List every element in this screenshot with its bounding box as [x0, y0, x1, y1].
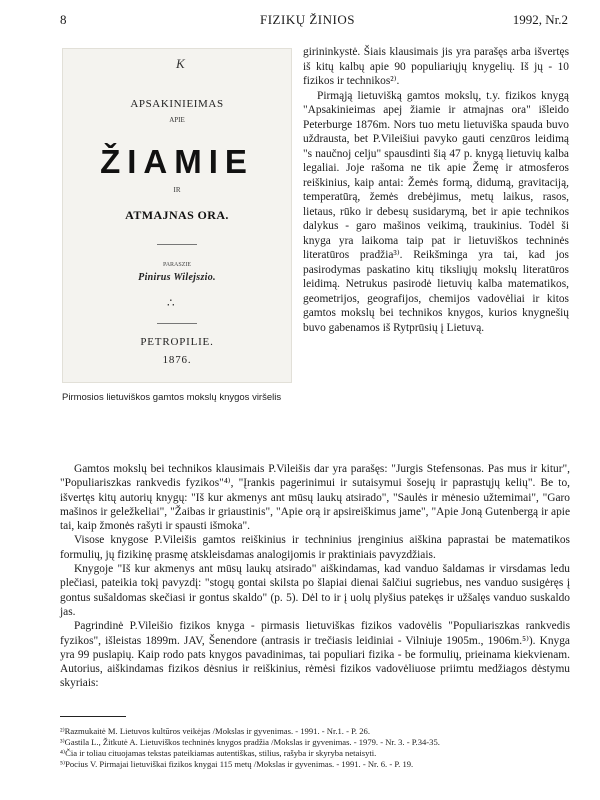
cover-title-line-1: APSAKINIEIMAS [130, 98, 224, 110]
paragraph: Pirmąją lietuvišką gamtos mokslų, t.y. fizikos knygą "Apsakinieimas apej žiamie ir atmajnas ora" išleido Peterburge 1876m. Nors tuo metu lietuviška spauda buvo uždrausta, bet P.Vileišiui pavyko gauti cenzūros leidimą "s naučnoj celju" spausdinti šią 47 p. knygą lietuvių kalba legaliai. Joje rašoma ne tik apie Žemę ir atmosferos reiškinius, kaip antai: Žemės formą, didumą, gravitaciją, temperatūrą, žemės drebėjimus, metų laikus, rasos, lietaus, rūko ir debesų susidarymą, bet ir apie technikos dalykus - garo mašinos veikimą, traukinius. Todėl ši knyga yra laikoma taip pat ir lietuviškos techninės literatūros pradžia³⁾. Reikšminga yra tai, kad jos pasirodymas paskatino kitų tiksliųjų mokslų literatūros leidimą. Netrukus pasirodė lietuvių kalba matematikos, geometrijos, geografijos, chemijos vadovėliai ir kitos gamtos mokslų bei technikos knygos, kurios knygnešių buvo gabenamos iš Rytprūsių į Lietuvą. [303, 89, 569, 334]
right-column-text [303, 45, 569, 335]
issue-number: 1992, Nr.2 [512, 12, 568, 27]
footnote: ⁵⁾Pocius V. Pirmajai lietuviškai fizikos knygai 115 metų /Mokslas ir gyvenimas. - 1991. - Nr. 6. - P. 19. [60, 759, 414, 769]
footnote: ³⁾Gastila L., Žitkutė A. Lietuviškos techninės knygos pradžia /Mokslas ir gyvenimas. - 1979. - Nr. 3. - P.34-35. [60, 737, 440, 747]
book-cover-image [62, 48, 292, 383]
paragraph: Knygoje "Iš kur akmenys ant mūsų laukų atsirado" aiškindamas, kad vanduo šaldamas ir virsdamas ledu plečiasi, pateikia tokį pavyzdį: "stogų gontai skilsta po šlapiai dienai šalčiui sugriebus, nes vanduo susigėręs į gontus sušaldomas skečiasi ir gontus skaldo" (p. 5). Dėl to ir į uolų plyšius patekęs ir užšalęs vanduo suskaldo jas. [60, 563, 570, 618]
footnotes [60, 726, 572, 770]
cover-place: PETROPILIE. [140, 336, 214, 348]
cover-author-name: Pinirus Wilejszio. [138, 272, 216, 283]
figure-caption: Pirmosios lietuviškos gamtos mokslų knygos viršelis [62, 392, 282, 403]
cover-rule [157, 244, 197, 245]
paragraph: Pagrindinė P.Vileišio fizikos knyga - pirmasis lietuviškas fizikos vadovėlis "Populiariszkas rankvedis fyzikos", išleistas 1899m. JAV, Šenendore (antrasis ir trečiasis leidiniai - Vilniuje 1905m., 1906m.⁵⁾). Knyga yra 99 puslapių. Kaip rodo pats knygos pavadinimas, tai populiari fizika - be formulių, prieinama kiekvienam. Autorius, aiškindamas fizikos dėsnius ir reiškinius, rėmėsi fizikos vadovėliuose priimtu medžiagos dėstymu skyriais: [60, 620, 570, 690]
paragraph: Gamtos mokslų bei technikos klausimais P.Vileišis dar yra parašęs: "Jurgis Stefensonas. Pas mus ir kitur", "Populiariszkas rankvedis fyzikos"⁴⁾, "Įrankis pagerinimui ir sutaisymui šosejų ir paprastųjų kelių". Be to, išvertęs kitų autorių knygų: "Iš kur akmenys ant mūsų laukų atsirado", "Saulės ir mėnesio užtemimai", "Garo mašinos ir geležkeliai", "Žaibas ir griaustinis", "Apie orą ir apsireiškimus jame", "Apie Joną Gutenbergą ir apie tai, kaip žmonės rašyti ir spausti išmoka". [60, 463, 570, 533]
cover-title-line-4: IR [173, 186, 181, 194]
cover-ornament: ∴ [167, 296, 175, 310]
footnote: ⁴⁾Čia ir toliau cituojamas tekstas pateikiamas autentiškas, stilius, rašyba ir skyryba netaisyti. [60, 748, 377, 758]
body-text [60, 462, 570, 691]
paragraph: girininkystė. Šiais klausimais jis yra parašęs arba išvertęs iš kitų kalbų apie 90 populiariųjų knygelių. Iš jų - 10 fizikos ir technikos²⁾. [303, 46, 569, 87]
cover-title-line-5: ATMAJNAS ORA. [125, 208, 229, 222]
footnote-divider [60, 716, 126, 717]
handwritten-mark: K [176, 56, 185, 71]
cover-title-line-2: APIE [169, 116, 185, 124]
running-header [60, 12, 568, 32]
cover-title-main: ŽIAMIE [100, 143, 254, 180]
page-number: 8 [60, 12, 67, 27]
paragraph: Visose knygose P.Vileišis gamtos reiškinius ir techninius įrenginius aiškina paprastai be matematikos formulių, jų fizikinę prasmę atskleisdamas analogijomis ir praktiniais pavyzdžiais. [60, 534, 570, 561]
cover-author-intro: PARASZIE [162, 262, 192, 268]
cover-rule [157, 323, 197, 324]
cover-year: 1876. [162, 354, 192, 366]
footnote: ²⁾Razmukaitė M. Lietuvos kultūros veikėjas /Mokslas ir gyvenimas. - 1991. - Nr.1. - P. 26. [60, 726, 370, 736]
journal-title: FIZIKŲ ŽINIOS [260, 12, 355, 27]
